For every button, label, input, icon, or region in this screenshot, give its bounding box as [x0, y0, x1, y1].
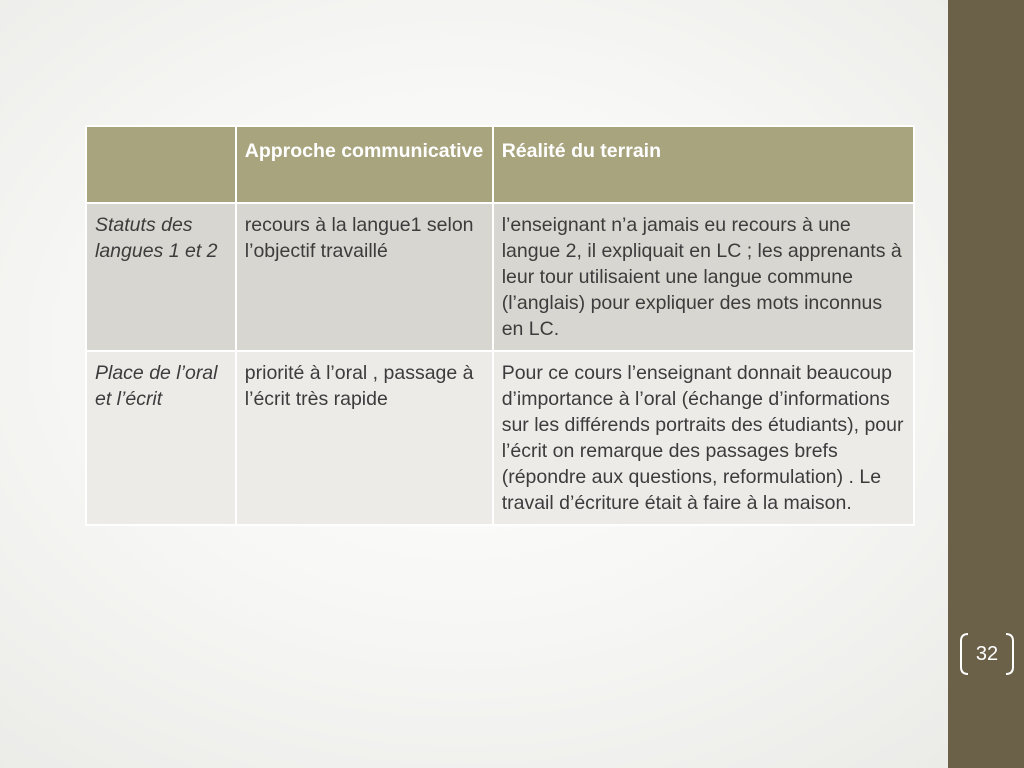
header-realite: Réalité du terrain: [493, 126, 914, 203]
table-row: [86, 351, 914, 525]
header-approche: Approche communicative: [236, 126, 493, 203]
cell-realite: Pour ce cours l’enseignant donnait beaucoup d’importance à l’oral (échange d’informations sur les différends portraits des étudiants), pour l’écrit on remarque des passages brefs (répondre aux questions, reformulation) . Le travail d’écriture était à faire à la maison.: [493, 351, 914, 525]
cell-realite: l’enseignant n’a jamais eu recours à une langue 2, il expliquait en LC ; les apprenants à leur tour utilisaient une langue commune (l’anglais) pour expliquer des mots inconnus en LC.: [493, 203, 914, 351]
page-number: 32: [975, 643, 999, 665]
table-row: [86, 203, 914, 351]
table-header-row: [86, 126, 914, 203]
comparison-table: [85, 125, 915, 526]
row-label: Statuts des langues 1 et 2: [86, 203, 236, 351]
header-empty-cell: [86, 126, 236, 203]
page-number-badge: [958, 632, 1016, 676]
cell-approche: recours à la langue1 selon l’objectif travaillé: [236, 203, 493, 351]
row-label: Place de l’oral et l’écrit: [86, 351, 236, 525]
cell-approche: priorité à l’oral , passage à l’écrit très rapide: [236, 351, 493, 525]
